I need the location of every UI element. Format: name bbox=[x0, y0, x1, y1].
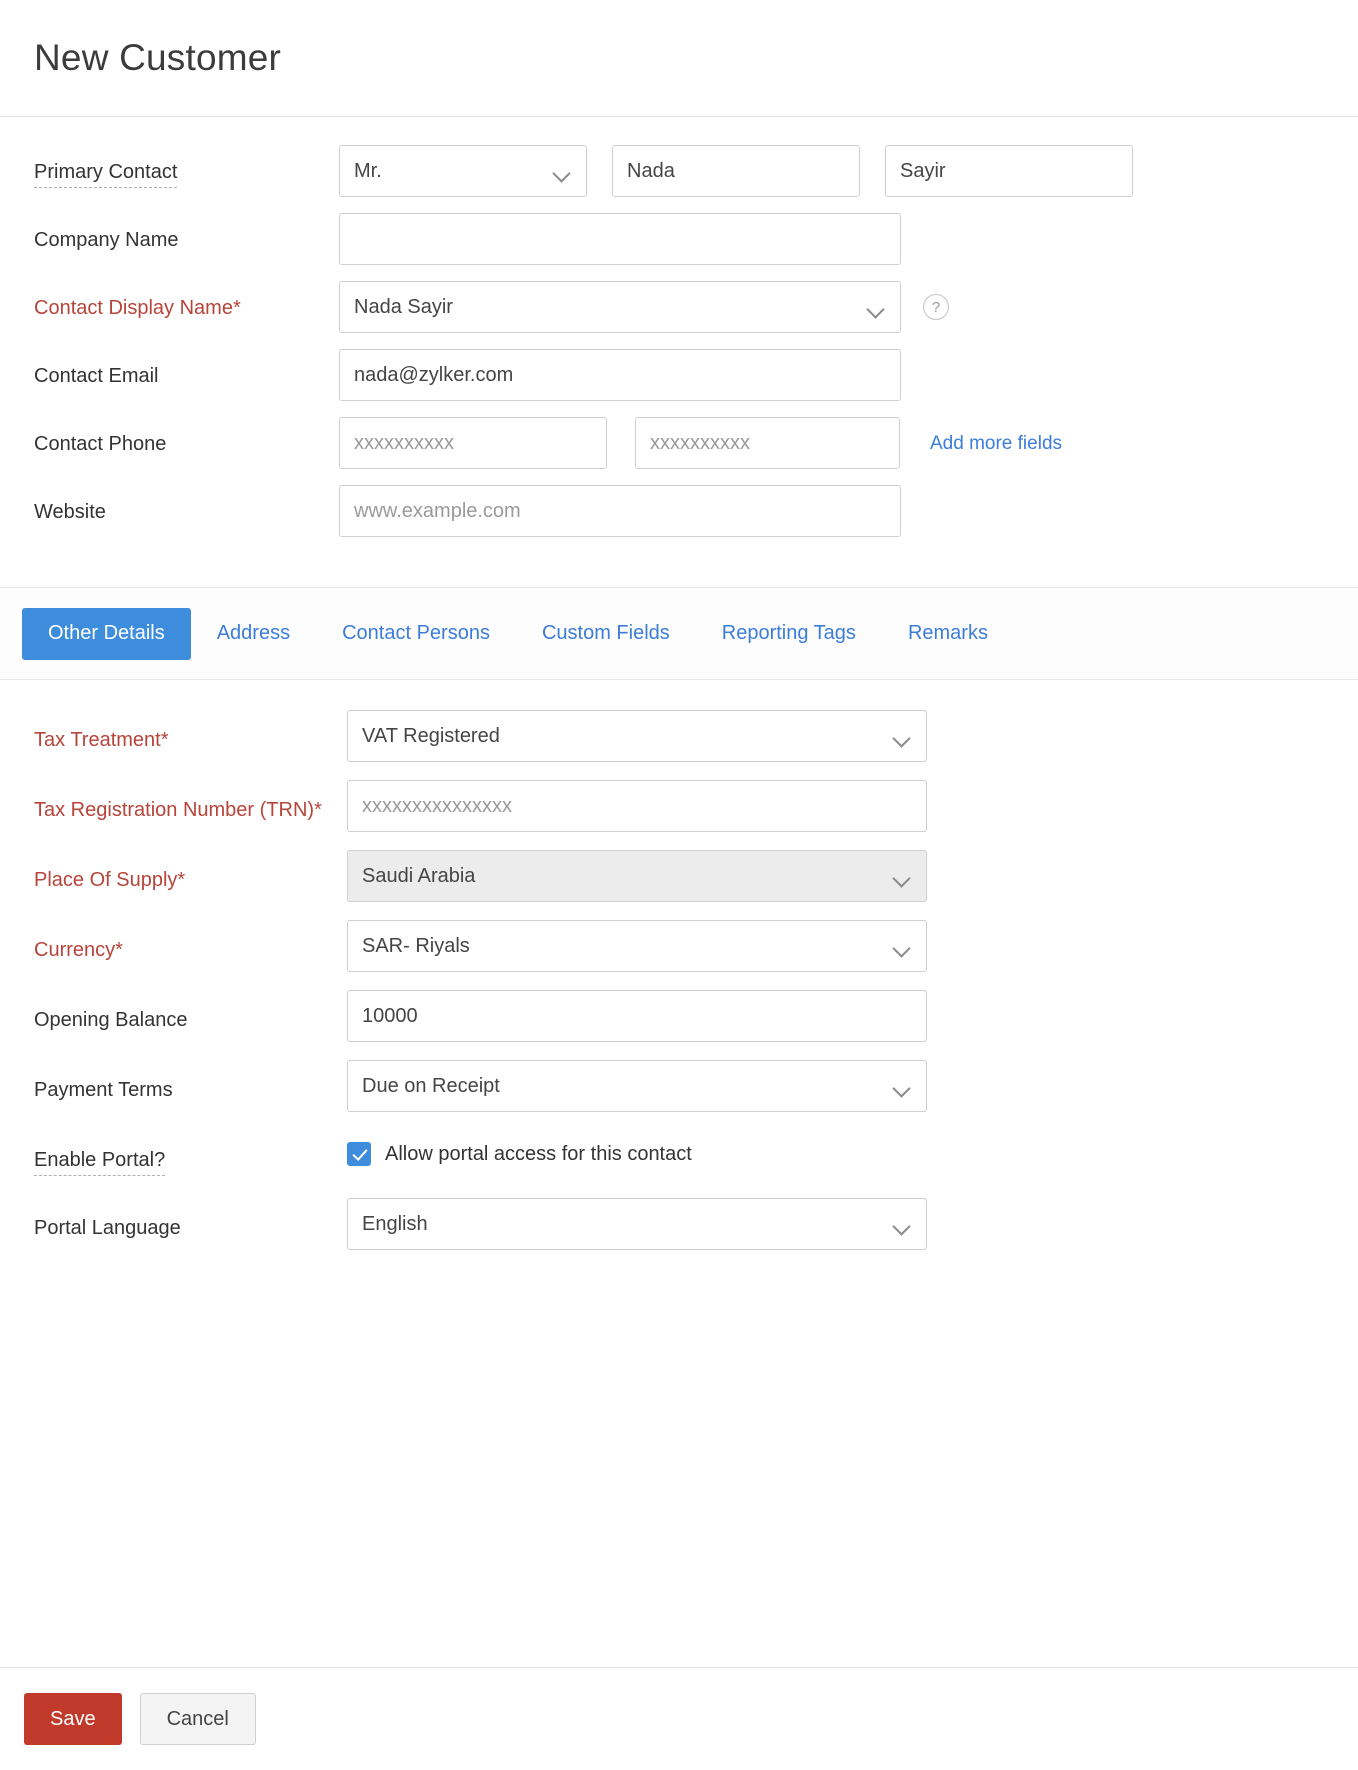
enable-portal-row bbox=[0, 1130, 1358, 1180]
other-details-panel bbox=[0, 680, 1358, 1268]
trn-row bbox=[0, 780, 1358, 832]
first-name-value: Nada bbox=[627, 159, 675, 182]
salutation-select[interactable] bbox=[339, 145, 587, 197]
opening-balance-label: Opening Balance bbox=[34, 1009, 188, 1031]
opening-balance-row bbox=[0, 990, 1358, 1042]
payment-terms-row bbox=[0, 1060, 1358, 1112]
cancel-button[interactable]: Cancel bbox=[140, 1693, 256, 1745]
page-header bbox=[0, 0, 1358, 117]
contact-email-input[interactable] bbox=[339, 349, 901, 401]
currency-row bbox=[0, 920, 1358, 972]
primary-contact-label: Primary Contact bbox=[34, 145, 339, 185]
opening-balance-input[interactable] bbox=[347, 990, 927, 1042]
contact-phone-work-input[interactable] bbox=[339, 417, 607, 469]
checkbox-checked-icon[interactable] bbox=[347, 1142, 371, 1166]
tab-remarks[interactable]: Remarks bbox=[907, 622, 988, 644]
currency-value: SAR- Riyals bbox=[362, 934, 470, 957]
contact-phone-work-value: xxxxxxxxxx bbox=[354, 431, 454, 454]
payment-terms-label: Payment Terms bbox=[34, 1079, 173, 1101]
contact-email-value: nada@zylker.com bbox=[354, 363, 514, 386]
contact-phone-row bbox=[0, 417, 1358, 469]
place-of-supply-value: Saudi Arabia bbox=[362, 864, 476, 887]
contact-email-label: Contact Email bbox=[34, 365, 159, 387]
website-row bbox=[0, 485, 1358, 537]
trn-value: xxxxxxxxxxxxxxx bbox=[362, 794, 512, 817]
portal-language-label: Portal Language bbox=[34, 1217, 181, 1239]
contact-phone-mobile-input[interactable] bbox=[635, 417, 900, 469]
tax-treatment-value: VAT Registered bbox=[362, 724, 500, 747]
trn-label: Tax Registration Number (TRN)* bbox=[34, 799, 322, 821]
tab-custom-fields[interactable]: Custom Fields bbox=[541, 622, 670, 644]
tax-treatment-select[interactable] bbox=[347, 710, 927, 762]
last-name-value: Sayir bbox=[900, 159, 946, 182]
website-input[interactable] bbox=[339, 485, 901, 537]
company-name-row bbox=[0, 213, 1358, 265]
payment-terms-select[interactable] bbox=[347, 1060, 927, 1112]
place-of-supply-select[interactable] bbox=[347, 850, 927, 902]
tab-contact-persons[interactable]: Contact Persons bbox=[342, 622, 490, 644]
primary-contact-row bbox=[0, 145, 1358, 197]
enable-portal-label: Enable Portal? bbox=[34, 1130, 347, 1180]
last-name-input[interactable] bbox=[885, 145, 1133, 197]
contact-phone-mobile-value: xxxxxxxxxx bbox=[650, 431, 750, 454]
currency-label: Currency* bbox=[34, 939, 123, 961]
portal-language-select[interactable] bbox=[347, 1198, 927, 1250]
currency-select[interactable] bbox=[347, 920, 927, 972]
contact-email-row bbox=[0, 349, 1358, 401]
first-name-input[interactable] bbox=[612, 145, 860, 197]
primary-details-section bbox=[0, 117, 1358, 588]
place-of-supply-row bbox=[0, 850, 1358, 902]
contact-display-name-label: Contact Display Name* bbox=[34, 297, 241, 319]
form-footer bbox=[0, 1667, 1358, 1770]
website-label: Website bbox=[34, 501, 106, 523]
page-title: New Customer bbox=[34, 37, 282, 78]
company-name-label: Company Name bbox=[34, 229, 179, 251]
tab-address[interactable]: Address bbox=[216, 622, 291, 644]
contact-display-name-value: Nada Sayir bbox=[354, 295, 453, 318]
opening-balance-value: 10000 bbox=[362, 1004, 418, 1027]
website-value: www.example.com bbox=[354, 499, 521, 522]
place-of-supply-label: Place Of Supply* bbox=[34, 869, 186, 891]
tax-treatment-row bbox=[0, 710, 1358, 762]
salutation-value: Mr. bbox=[354, 159, 382, 182]
payment-terms-value: Due on Receipt bbox=[362, 1074, 500, 1097]
tab-reporting-tags[interactable]: Reporting Tags bbox=[721, 622, 856, 644]
add-more-fields-link[interactable]: Add more fields bbox=[930, 433, 1063, 454]
tax-treatment-label: Tax Treatment* bbox=[34, 729, 169, 751]
enable-portal-checkbox-label: Allow portal access for this contact bbox=[385, 1142, 692, 1165]
contact-phone-label: Contact Phone bbox=[34, 433, 167, 455]
save-button[interactable]: Save bbox=[24, 1693, 122, 1745]
enable-portal-checkbox-group[interactable] bbox=[347, 1130, 692, 1166]
portal-language-row bbox=[0, 1198, 1358, 1250]
contact-display-name-row bbox=[0, 281, 1358, 333]
details-tabs bbox=[0, 588, 1358, 680]
question-icon[interactable]: ? bbox=[923, 294, 949, 320]
contact-display-name-select[interactable] bbox=[339, 281, 901, 333]
trn-input[interactable] bbox=[347, 780, 927, 832]
company-name-input[interactable] bbox=[339, 213, 901, 265]
tab-other-details[interactable]: Other Details bbox=[22, 608, 191, 660]
portal-language-value: English bbox=[362, 1212, 428, 1235]
